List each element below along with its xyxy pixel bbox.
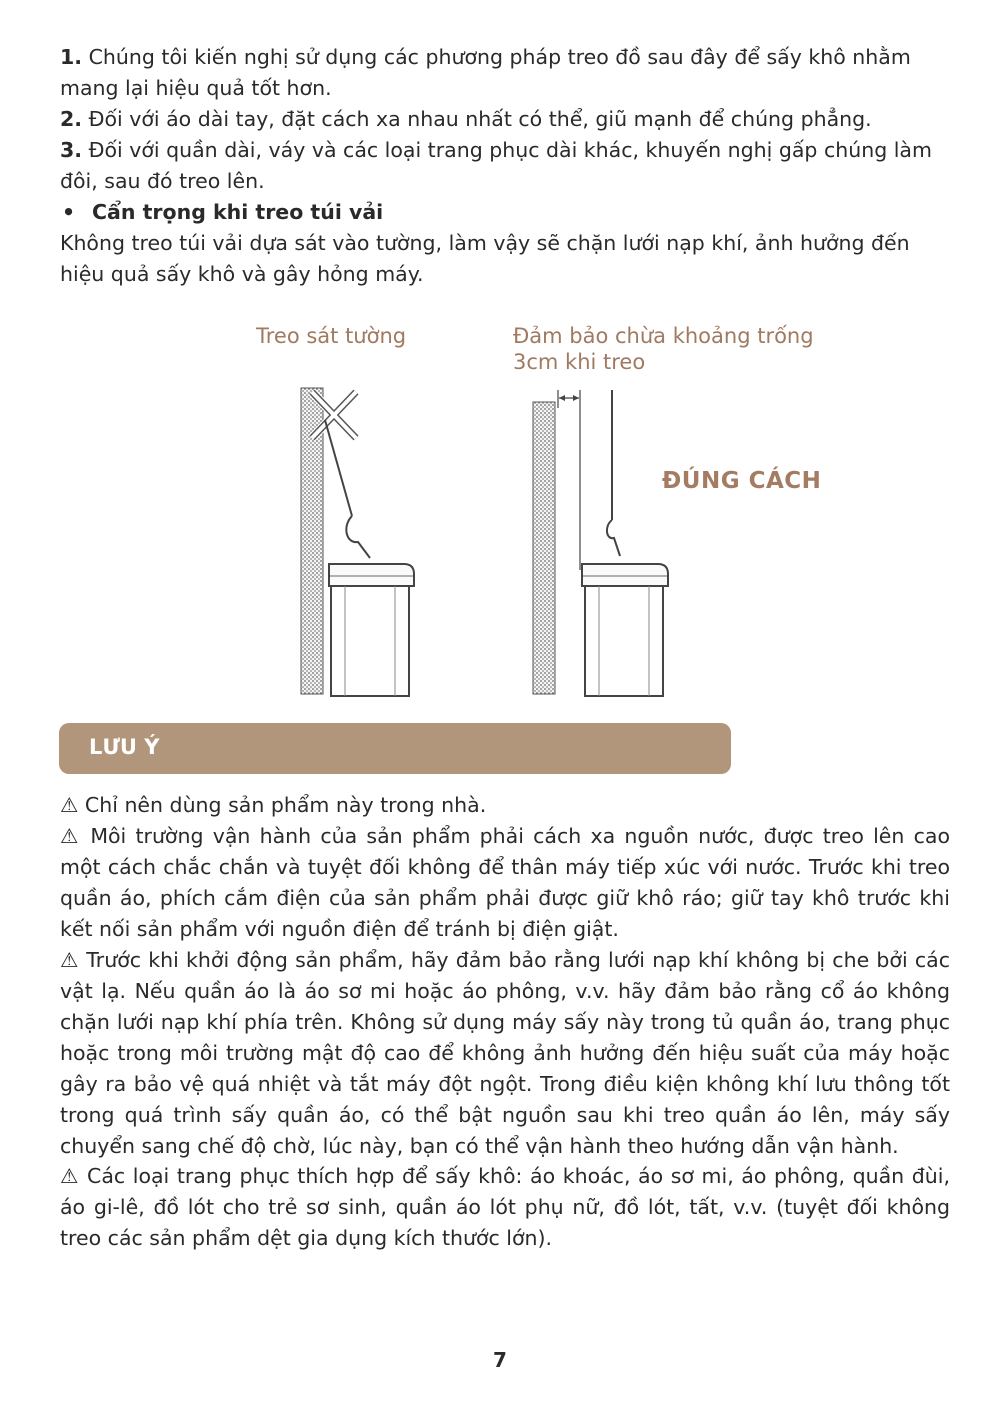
label-right-line1: Đảm bảo chừa khoảng trống: [513, 324, 814, 348]
warning-triangle-icon: ⚠: [60, 824, 82, 848]
list-item-2: [60, 104, 950, 135]
hook-left: [346, 516, 370, 558]
bullet-paragraph: Không treo túi vải dựa sát vào tường, làm vậy sẽ chặn lưới nạp khí, ảnh hưởng đến hiệu quả sấy khô và gây hỏng máy.: [60, 231, 910, 286]
label-right-line2: 3cm khi treo: [513, 350, 646, 374]
dryer-body-right: [585, 586, 663, 696]
bullet-heading-text: Cẩn trọng khi treo túi vải: [92, 200, 384, 224]
warning-item-1: [60, 790, 950, 821]
correct-label: ĐÚNG CÁCH: [662, 468, 822, 494]
warning-item-2: [60, 821, 950, 945]
label-wrong: Treo sát tường: [256, 324, 407, 348]
warning-item-3: [60, 945, 950, 1162]
list-number: 1.: [60, 45, 83, 69]
list-item-3: [60, 135, 950, 197]
warning-text: Các loại trang phục thích hợp để sấy khô: áo khoác, áo sơ mi, áo phông, quần đùi, áo gi-lê, đồ lót cho trẻ sơ sinh, quần áo lót phụ nữ, đồ lót, tất, v.v. (tuyệt đối không treo các sản phẩm dệt gia dụng kích thước lớn).: [60, 1164, 950, 1250]
list-number: 3.: [60, 138, 83, 162]
list-number: 2.: [60, 107, 83, 131]
warning-triangle-icon: ⚠: [60, 793, 79, 817]
dryer-body-left: [331, 586, 409, 696]
bullet-dot: •: [62, 200, 76, 224]
bullet-heading: [60, 197, 950, 228]
gap-dimension: [558, 390, 580, 570]
wrong-setup-figure: [301, 388, 414, 696]
hanging-diagram: [0, 380, 1000, 700]
list-text: Đối với áo dài tay, đặt cách xa nhau nhất có thể, giũ mạnh để chúng phẳng.: [88, 107, 872, 131]
dryer-top-right: [582, 564, 668, 586]
correct-setup-figure: [533, 390, 668, 696]
warning-triangle-icon: ⚠: [60, 948, 80, 972]
warning-text: Trước khi khởi động sản phẩm, hãy đảm bảo rằng lưới nạp khí không bị che bởi các vật lạ. Nếu quần áo là áo sơ mi hoặc áo phông, v.v. hãy đảm bảo rằng cổ áo không chặn lưới nạp khí phía trên. Không sử dụng máy sấy này trong tủ quần áo, trang phục hoặc trong môi trường mật độ cao để không ảnh hưởng đến hiệu suất của máy hoặc gây ra bảo vệ quá nhiệt và tắt máy đột ngột. Trong điều kiện không khí lưu thông tốt trong quá trình sấy quần áo, có thể bật nguồn sau khi treo quần áo lên, máy sấy chuyển sang chế độ chờ, lúc này, bạn có thể vận hành theo hướng dẫn vận hành.: [60, 948, 950, 1158]
list-text: Đối với quần dài, váy và các loại trang phục dài khác, khuyến nghị gấp chúng làm đôi, sau đó treo lên.: [60, 138, 932, 193]
wall-right: [533, 402, 555, 694]
page-number: 7: [493, 1348, 507, 1372]
warning-text: Chỉ nên dùng sản phẩm này trong nhà.: [84, 793, 487, 817]
warning-triangle-icon: ⚠: [60, 1164, 80, 1188]
notice-banner: [59, 723, 731, 774]
dryer-top-left: [329, 564, 414, 586]
notice-title: LƯU Ý: [89, 735, 160, 759]
warning-item-4: [60, 1161, 950, 1254]
hook-right: [607, 520, 620, 556]
list-text: Chúng tôi kiến nghị sử dụng các phương pháp treo đồ sau đây để sấy khô nhằm mang lại hiệu quả tốt hơn.: [60, 45, 911, 100]
warning-text: Môi trường vận hành của sản phẩm phải cách xa nguồn nước, được treo lên cao một cách chắc chắn và tuyệt đối không để thân máy tiếp xúc với nước. Trước khi treo quần áo, phích cắm điện của sản phẩm phải được giữ khô ráo; giữ tay khô trước khi kết nối sản phẩm với nguồn điện để tránh bị điện giật.: [60, 824, 950, 941]
list-item-1: [60, 42, 950, 104]
